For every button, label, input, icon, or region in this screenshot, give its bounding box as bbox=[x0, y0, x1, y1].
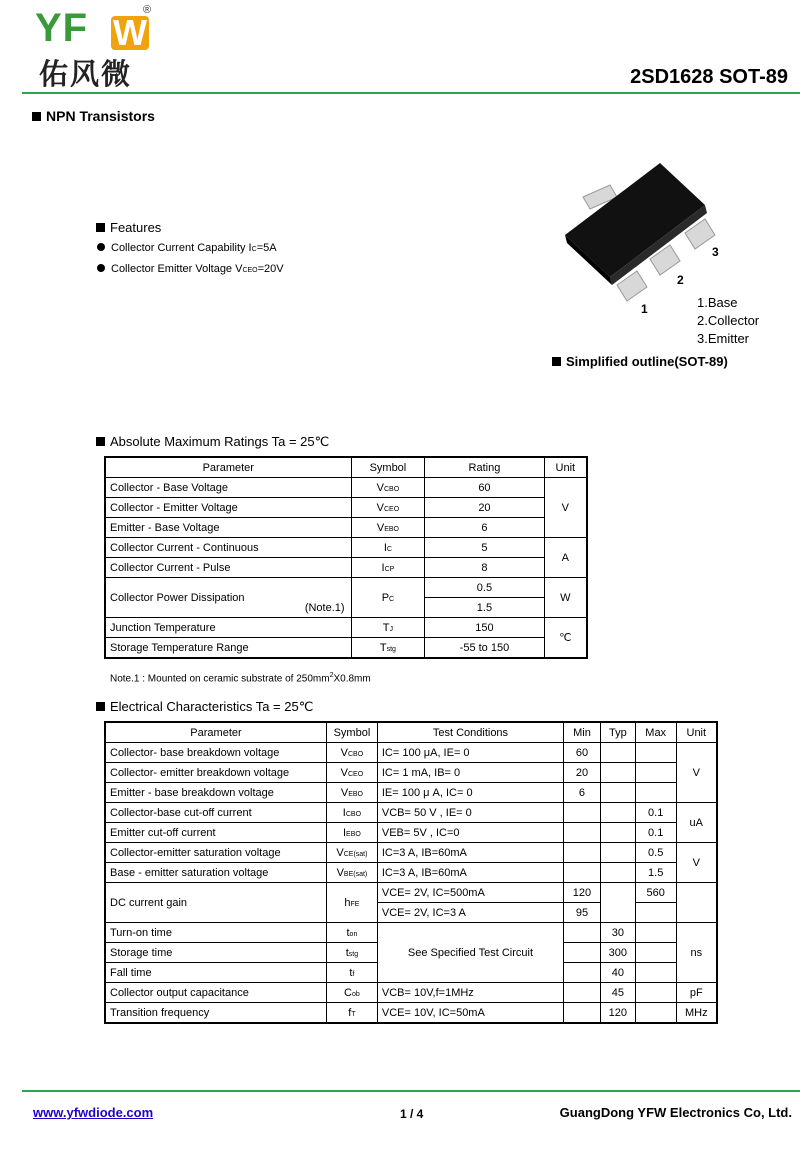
table-cell bbox=[564, 823, 601, 843]
table-cell: 120 bbox=[600, 1003, 635, 1024]
pin-label: 1.Base bbox=[697, 295, 738, 310]
table-cell: Collector - Base Voltage bbox=[105, 478, 351, 498]
table-cell: ton bbox=[326, 923, 377, 943]
table-row bbox=[105, 743, 717, 763]
table-cell: Collector-base cut-off current bbox=[105, 803, 326, 823]
table-cell: Emitter cut-off current bbox=[105, 823, 326, 843]
table-row bbox=[105, 843, 717, 863]
table-cell bbox=[635, 963, 676, 983]
table-cell: 8 bbox=[425, 558, 544, 578]
table-cell: ICBO bbox=[326, 803, 377, 823]
unit-cell: W bbox=[544, 578, 587, 618]
table-cell: 60 bbox=[425, 478, 544, 498]
table-cell bbox=[635, 903, 676, 923]
part-title: 2SD1628 SOT-89 bbox=[630, 66, 788, 88]
logo-latin-text: YF bbox=[35, 6, 89, 50]
column-header: Parameter bbox=[105, 457, 351, 478]
feature-item: Collector Emitter Voltage VCEO=20V bbox=[97, 263, 284, 275]
category-text: NPN Transistors bbox=[46, 108, 155, 124]
features-title: Features bbox=[110, 220, 162, 235]
table-cell: Collector Current - Continuous bbox=[105, 538, 351, 558]
table-cell: Transition frequency bbox=[105, 1003, 326, 1024]
website-link[interactable]: www.yfwdiode.com bbox=[33, 1105, 154, 1120]
table-cell: 45 bbox=[600, 983, 635, 1003]
pin-number-2: 2 bbox=[677, 273, 684, 287]
table-cell: 20 bbox=[564, 763, 601, 783]
logo-box-letter: W bbox=[113, 12, 147, 53]
square-bullet-icon bbox=[96, 223, 105, 232]
column-header: Parameter bbox=[105, 722, 326, 743]
unit-cell: uA bbox=[676, 803, 717, 843]
table-cell: VCE(sat) bbox=[326, 843, 377, 863]
table-cell: 5 bbox=[425, 538, 544, 558]
page-number: 1 / 4 bbox=[400, 1107, 424, 1121]
table-cell: Emitter - base breakdown voltage bbox=[105, 783, 326, 803]
table-cell bbox=[564, 1003, 601, 1024]
pin-number-1: 1 bbox=[641, 302, 648, 316]
table-cell: VCB= 10V,f=1MHz bbox=[377, 983, 563, 1003]
table-cell: VBE(sat) bbox=[326, 863, 377, 883]
pin-legend bbox=[697, 294, 759, 348]
table-cell: Junction Temperature bbox=[105, 618, 351, 638]
abs-max-note: Note.1 : Mounted on ceramic substrate of $250mm^2X0.8mm$ bbox=[110, 672, 371, 685]
package-caption: Simplified outline(SOT-89) bbox=[552, 354, 728, 369]
table-cell: IC= 1 mA, IB= 0 bbox=[377, 763, 563, 783]
table-cell: TJ bbox=[351, 618, 425, 638]
table-cell: 20 bbox=[425, 498, 544, 518]
column-header: Unit bbox=[544, 457, 587, 478]
table-cell bbox=[564, 963, 601, 983]
unit-cell: A bbox=[544, 538, 587, 578]
table-row bbox=[105, 923, 717, 943]
table-row bbox=[105, 618, 587, 638]
header-divider bbox=[22, 92, 800, 94]
table-cell: See Specified Test Circuit bbox=[377, 923, 563, 983]
column-header: Typ bbox=[600, 722, 635, 743]
table-cell bbox=[635, 923, 676, 943]
table-cell: VCEO bbox=[326, 763, 377, 783]
table-cell bbox=[600, 843, 635, 863]
square-bullet-icon bbox=[552, 357, 561, 366]
elec-heading bbox=[96, 699, 313, 715]
table-cell: Collector output capacitance bbox=[105, 983, 326, 1003]
table-cell bbox=[564, 803, 601, 823]
company-name: GuangDong YFW Electronics Co, Ltd. bbox=[559, 1105, 792, 1120]
table-cell: 6 bbox=[564, 783, 601, 803]
column-header: Test Conditions bbox=[377, 722, 563, 743]
column-header: Min bbox=[564, 722, 601, 743]
column-header: Rating bbox=[425, 457, 544, 478]
table-cell: 6 bbox=[425, 518, 544, 538]
table-cell: Collector - Emitter Voltage bbox=[105, 498, 351, 518]
table-cell: Turn-on time bbox=[105, 923, 326, 943]
table-row bbox=[105, 638, 587, 659]
table-cell bbox=[564, 843, 601, 863]
table-cell bbox=[564, 943, 601, 963]
table-cell bbox=[564, 863, 601, 883]
table-cell bbox=[600, 823, 635, 843]
table-cell bbox=[600, 803, 635, 823]
table-cell bbox=[635, 1003, 676, 1024]
table-cell: 150 bbox=[425, 618, 544, 638]
table-cell: 1.5 bbox=[635, 863, 676, 883]
table-cell bbox=[635, 783, 676, 803]
table-cell bbox=[635, 743, 676, 763]
table-cell bbox=[564, 983, 601, 1003]
table-row bbox=[105, 498, 587, 518]
unit-cell: ns bbox=[676, 923, 717, 983]
table-cell: Cob bbox=[326, 983, 377, 1003]
table-row bbox=[105, 1003, 717, 1024]
table-row bbox=[105, 538, 587, 558]
table-cell bbox=[564, 923, 601, 943]
table-cell: VCBO bbox=[326, 743, 377, 763]
column-header: Max bbox=[635, 722, 676, 743]
logo-chinese-text: 佑风微 bbox=[39, 57, 133, 91]
table-cell: ICP bbox=[351, 558, 425, 578]
table-cell: Collector-emitter saturation voltage bbox=[105, 843, 326, 863]
unit-cell: MHz bbox=[676, 1003, 717, 1024]
table-row bbox=[105, 883, 717, 903]
column-header: Symbol bbox=[351, 457, 425, 478]
table-row bbox=[105, 558, 587, 578]
table-cell: Collector- emitter breakdown voltage bbox=[105, 763, 326, 783]
table-cell: VEBO bbox=[326, 783, 377, 803]
table-cell: Collector- base breakdown voltage bbox=[105, 743, 326, 763]
table-cell: Tstg bbox=[351, 638, 425, 659]
unit-cell: V bbox=[544, 478, 587, 538]
table-cell: IC= 100 μA, IE= 0 bbox=[377, 743, 563, 763]
abs-max-title: Absolute Maximum Ratings Ta = 25℃ bbox=[110, 434, 330, 449]
table-row bbox=[105, 763, 717, 783]
table-cell: VEB= 5V , IC=0 bbox=[377, 823, 563, 843]
table-row bbox=[105, 803, 717, 823]
table-cell: Storage time bbox=[105, 943, 326, 963]
table-cell: VCBO bbox=[351, 478, 425, 498]
table-cell: 0.5 bbox=[635, 843, 676, 863]
table-header-row bbox=[105, 722, 717, 743]
table-cell: 95 bbox=[564, 903, 601, 923]
table-cell bbox=[600, 863, 635, 883]
table-cell: VCE= 2V, IC=500mA bbox=[377, 883, 563, 903]
logo-box bbox=[111, 12, 149, 53]
table-cell bbox=[600, 883, 635, 923]
table-cell: 0.1 bbox=[635, 823, 676, 843]
square-bullet-icon bbox=[96, 702, 105, 711]
table-row bbox=[105, 823, 717, 843]
square-bullet-icon bbox=[32, 112, 41, 121]
unit-cell: V bbox=[676, 743, 717, 803]
table-cell: 40 bbox=[600, 963, 635, 983]
registered-mark: ® bbox=[143, 4, 152, 16]
table-cell bbox=[600, 763, 635, 783]
column-header: Symbol bbox=[326, 722, 377, 743]
dot-bullet-icon bbox=[97, 264, 105, 272]
table-cell: Collector Current - Pulse bbox=[105, 558, 351, 578]
table-cell: IC=3 A, IB=60mA bbox=[377, 863, 563, 883]
table-cell: tf bbox=[326, 963, 377, 983]
table-cell: 60 bbox=[564, 743, 601, 763]
table-cell: VCEO bbox=[351, 498, 425, 518]
table-cell: VCE= 2V, IC=3 A bbox=[377, 903, 563, 923]
pin-number-3: 3 bbox=[712, 245, 719, 259]
table-cell bbox=[635, 763, 676, 783]
company-logo bbox=[35, 6, 155, 92]
table-cell: 300 bbox=[600, 943, 635, 963]
table-cell bbox=[635, 943, 676, 963]
feature-item: Collector Current Capability IC=5A bbox=[97, 242, 277, 254]
table-cell: VEBO bbox=[351, 518, 425, 538]
table-cell: 120 bbox=[564, 883, 601, 903]
table-cell bbox=[600, 743, 635, 763]
elec-title: Electrical Characteristics Ta = 25℃ bbox=[110, 699, 314, 714]
table-cell: hFE bbox=[326, 883, 377, 923]
table-cell: Storage Temperature Range bbox=[105, 638, 351, 659]
table-header-row bbox=[105, 457, 587, 478]
square-bullet-icon bbox=[96, 437, 105, 446]
features-heading bbox=[96, 220, 161, 235]
table-row bbox=[105, 578, 587, 598]
table-cell: Emitter - Base Voltage bbox=[105, 518, 351, 538]
table-cell: 0.1 bbox=[635, 803, 676, 823]
table-cell: IE= 100 μ A, IC= 0 bbox=[377, 783, 563, 803]
note-ref: (Note.1) bbox=[304, 602, 345, 614]
table-cell: 560 bbox=[635, 883, 676, 903]
column-header: Unit bbox=[676, 722, 717, 743]
unit-cell: V bbox=[676, 843, 717, 883]
table-row bbox=[105, 478, 587, 498]
table-cell: VCE= 10V, IC=50mA bbox=[377, 1003, 563, 1024]
table-cell: IC=3 A, IB=60mA bbox=[377, 843, 563, 863]
table-row bbox=[105, 783, 717, 803]
table-cell: Fall time bbox=[105, 963, 326, 983]
footer-divider bbox=[22, 1090, 800, 1092]
table-cell: Base - emitter saturation voltage bbox=[105, 863, 326, 883]
elec-char-table bbox=[104, 721, 718, 1024]
table-cell: 1.5 bbox=[425, 598, 544, 618]
abs-max-table bbox=[104, 456, 588, 659]
table-cell: -55 to 150 bbox=[425, 638, 544, 659]
category-heading bbox=[32, 108, 155, 124]
table-row bbox=[105, 518, 587, 538]
table-row bbox=[105, 863, 717, 883]
table-row bbox=[105, 983, 717, 1003]
dot-bullet-icon bbox=[97, 243, 105, 251]
table-cell: VCB= 50 V , IE= 0 bbox=[377, 803, 563, 823]
unit-cell bbox=[676, 883, 717, 923]
unit-cell: pF bbox=[676, 983, 717, 1003]
table-cell bbox=[635, 983, 676, 1003]
table-cell: IEBO bbox=[326, 823, 377, 843]
table-cell: tstg bbox=[326, 943, 377, 963]
table-cell: fT bbox=[326, 1003, 377, 1024]
table-cell bbox=[600, 783, 635, 803]
pin-label: 2.Collector bbox=[697, 313, 760, 328]
table-cell: 30 bbox=[600, 923, 635, 943]
table-cell: PC bbox=[351, 578, 425, 618]
abs-max-heading bbox=[96, 434, 329, 450]
unit-cell: ℃ bbox=[544, 618, 587, 659]
table-cell: 0.5 bbox=[425, 578, 544, 598]
table-cell: DC current gain bbox=[105, 883, 326, 923]
pin-label: 3.Emitter bbox=[697, 331, 750, 346]
table-cell: Collector Power Dissipation (Note.1) bbox=[105, 578, 351, 618]
table-cell: IC bbox=[351, 538, 425, 558]
